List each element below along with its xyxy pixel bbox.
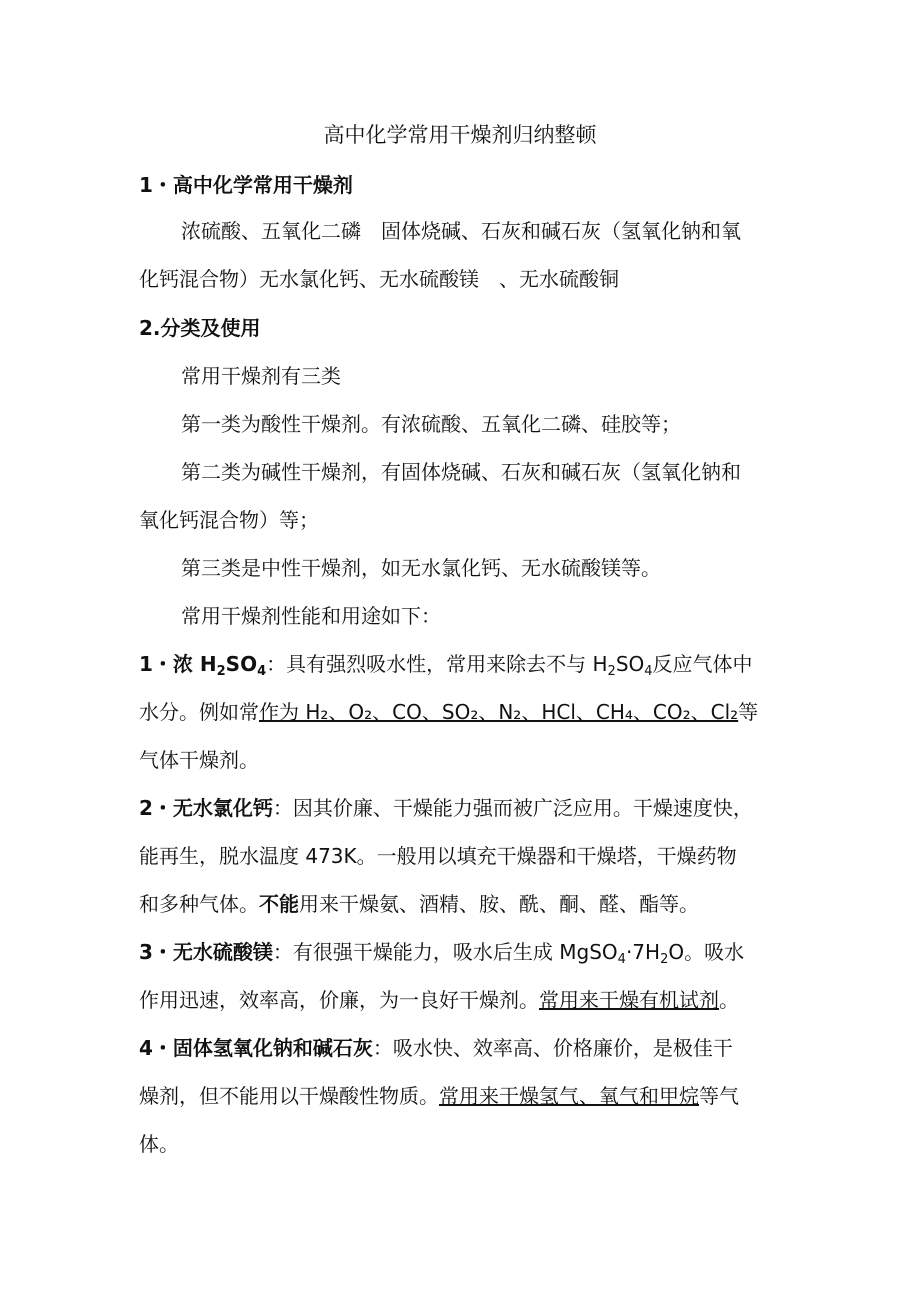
s1-line-1: 浓硫酸、五氧化二磷 固体烧碱、石灰和碱石灰（氢氧化钠和氧 <box>181 219 741 243</box>
item-4-line-3: 体。 <box>139 1132 179 1156</box>
item-2-line-2: 能再生，脱水温度 473K。一般用以填充干燥器和干燥塔，干燥药物 <box>139 844 737 868</box>
s1-line-2: 化钙混合物）无水氯化钙、无水硫酸镁 、无水硫酸铜 <box>139 267 619 291</box>
item-4-line-1: 4・固体氢氧化钠和碱石灰：吸水快、效率高、价格廉价，是极佳干 <box>139 1036 733 1060</box>
item-3-line-2: 作用迅速，效率高，价廉，为一良好干燥剂。常用来干燥有机试剂。 <box>139 988 739 1012</box>
item-2-line-1: 2・无水氯化钙：因其价廉、干燥能力强而被广泛应用。干燥速度快， <box>139 796 753 820</box>
item-1-line-1: 1・浓 $H_2SO_4$：具有强烈吸水性，常用来除去不与 $H_2SO_4$反应气体中 <box>139 652 753 679</box>
item-1-gas-list: 作为 H₂、O₂、CO、SO₂、N₂、HCl、CH₄、CO₂、Cl₂ <box>259 700 739 724</box>
section-1-heading: 1・高中化学常用干燥剂 <box>139 173 353 197</box>
item-4-underlined: 常用来干燥氢气、氧气和甲烷 <box>439 1084 699 1108</box>
s2-para-5: 常用干燥剂性能和用途如下： <box>181 604 441 628</box>
item-2-line-3: 和多种气体。不能用来干燥氨、酒精、胺、酰、酮、醛、酯等。 <box>139 892 699 916</box>
s2-para-2: 第一类为酸性干燥剂。有浓硫酸、五氧化二磷、硅胶等； <box>181 412 681 436</box>
item-4-label: 4・固体氢氧化钠和碱石灰 <box>139 1036 373 1060</box>
s2-para-1: 常用干燥剂有三类 <box>181 364 341 388</box>
s2-para-3-line-2: 氧化钙混合物）等； <box>139 508 319 532</box>
item-3-line-1: 3・无水硫酸镁：有很强干燥能力，吸水后生成 $MgSO_4\cdot 7H_2O$。吸水 <box>139 940 745 967</box>
item-3-label: 3・无水硫酸镁 <box>139 940 273 964</box>
document-title: 高中化学常用干燥剂归纳整顿 <box>323 123 597 147</box>
section-2-heading: 2.分类及使用 <box>139 316 261 340</box>
item-4-line-2: 燥剂，但不能用以干燥酸性物质。常用来干燥氢气、氧气和甲烷等气 <box>139 1084 739 1108</box>
item-2-bold-cannot: 不能 <box>259 892 299 916</box>
s2-para-4: 第三类是中性干燥剂，如无水氯化钙、无水硫酸镁等。 <box>181 556 661 580</box>
item-2-label: 2・无水氯化钙 <box>139 796 273 820</box>
s2-para-3-line-1: 第二类为碱性干燥剂，有固体烧碱、石灰和碱石灰（氢氧化钠和 <box>181 460 741 484</box>
item-1-line-3: 气体干燥剂。 <box>139 748 259 772</box>
item-1-label: 1・浓 $H_2SO_4$ <box>139 652 267 679</box>
item-3-underlined: 常用来干燥有机试剂 <box>539 988 719 1012</box>
item-1-line-2: 水分。例如常作为 H₂、O₂、CO、SO₂、N₂、HCl、CH₄、CO₂、Cl₂等 <box>139 700 759 724</box>
